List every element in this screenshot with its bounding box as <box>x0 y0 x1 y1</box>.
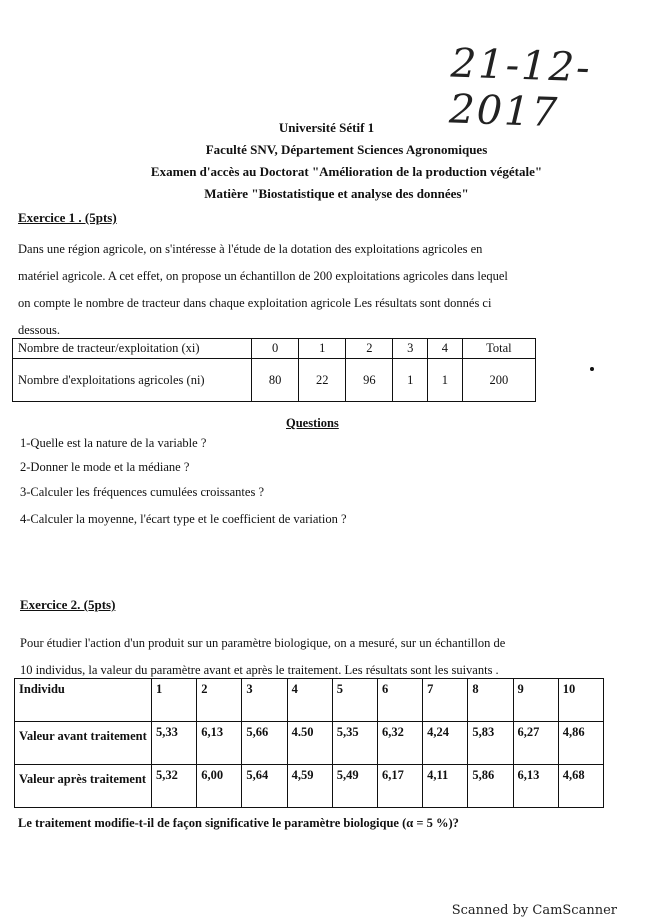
ni-cell: 96 <box>346 359 393 402</box>
after-cell: 4,68 <box>558 765 603 808</box>
individual-cell: 7 <box>423 679 468 722</box>
tractor-table <box>12 338 536 402</box>
exercise1-line: on compte le nombre de tracteur dans chaque exploitation agricole Les résultats sont donnés ci <box>18 296 492 310</box>
question-item: 2-Donner le mode et la médiane ? <box>20 460 190 474</box>
before-cell: 5,66 <box>242 722 287 765</box>
question-item: 3-Calculer les fréquences cumulées croissantes ? <box>20 485 264 499</box>
scanner-watermark: Scanned by CamScanner <box>451 903 617 918</box>
handwritten-date: 21-12-2017 <box>448 40 593 137</box>
subject-title: Matière "Biostatistique et analyse des données" <box>204 186 469 201</box>
ni-cell: 80 <box>252 359 299 402</box>
after-cell: 5,32 <box>152 765 197 808</box>
before-label: Valeur avant traitement <box>15 722 152 765</box>
before-cell: 5,35 <box>332 722 377 765</box>
after-cell: 6,17 <box>377 765 422 808</box>
exercise2-question: Le traitement modifie-t-il de façon significative le paramètre biologique (α = 5 %)? <box>18 816 459 830</box>
after-cell: 4,11 <box>423 765 468 808</box>
before-cell: 5,83 <box>468 722 513 765</box>
ni-cell: 1 <box>428 359 463 402</box>
exercise1-line: Dans une région agricole, on s'intéresse à l'étude de la dotation des exploitations agricoles en <box>18 242 483 256</box>
faculty-name: Faculté SNV, Département Sciences Agronomiques <box>205 142 488 157</box>
after-cell: 5,49 <box>332 765 377 808</box>
stray-dot <box>590 367 594 371</box>
individual-cell: 8 <box>468 679 513 722</box>
after-cell: 6,00 <box>197 765 242 808</box>
xi-cell: 1 <box>299 339 346 359</box>
individual-cell: 1 <box>152 679 197 722</box>
before-cell: 6,13 <box>197 722 242 765</box>
table-row <box>13 359 536 402</box>
before-cell: 5,33 <box>152 722 197 765</box>
individu-label: Individu <box>15 679 152 722</box>
xi-cell: 2 <box>346 339 393 359</box>
question-item: 4-Calculer la moyenne, l'écart type et le coefficient de variation ? <box>20 512 347 526</box>
after-cell: 4,59 <box>287 765 332 808</box>
before-cell: 6,32 <box>377 722 422 765</box>
exercise1-text <box>18 236 598 344</box>
after-cell: 5,86 <box>468 765 513 808</box>
table-row <box>13 339 536 359</box>
exercise2-line: Pour étudier l'action d'un produit sur un paramètre biologique, on a mesuré, sur un échantillon de <box>20 636 506 650</box>
university-name: Université Sétif 1 <box>278 120 375 135</box>
table-row <box>15 765 604 808</box>
exercise1-line: dessous. <box>18 323 61 337</box>
after-cell: 6,13 <box>513 765 558 808</box>
individual-cell: 4 <box>287 679 332 722</box>
table-row <box>15 679 604 722</box>
individual-cell: 2 <box>197 679 242 722</box>
individual-cell: 10 <box>558 679 603 722</box>
treatment-table <box>14 678 604 808</box>
exercise1-line: matériel agricole. A cet effet, on propose un échantillon de 200 exploitations agricoles dans lequel <box>18 269 508 283</box>
before-cell: 4,24 <box>423 722 468 765</box>
xi-cell: 4 <box>428 339 463 359</box>
questions-title: Questions <box>286 416 339 430</box>
xi-cell: 3 <box>393 339 428 359</box>
before-cell: 4,86 <box>558 722 603 765</box>
individual-cell: 9 <box>513 679 558 722</box>
individual-cell: 6 <box>377 679 422 722</box>
ni-cell: 200 <box>462 359 535 402</box>
after-label: Valeur après traitement <box>15 765 152 808</box>
exercise2-title: Exercice 2. (5pts) <box>20 597 116 612</box>
table-row <box>15 722 604 765</box>
exercise1-title: Exercice 1 . (5pts) <box>18 210 117 225</box>
xi-label: Nombre de tracteur/exploitation (xi) <box>13 339 252 359</box>
ni-cell: 22 <box>299 359 346 402</box>
exercise2-line: 10 individus, la valeur du paramètre avant et après le traitement. Les résultats sont les suivants . <box>20 663 499 677</box>
exam-title: Examen d'accès au Doctorat "Amélioration de la production végétale" <box>150 164 543 179</box>
xi-cell: Total <box>462 339 535 359</box>
before-cell: 6,27 <box>513 722 558 765</box>
individual-cell: 5 <box>332 679 377 722</box>
xi-cell: 0 <box>252 339 299 359</box>
ni-cell: 1 <box>393 359 428 402</box>
ni-label: Nombre d'exploitations agricoles (ni) <box>13 359 252 402</box>
after-cell: 5,64 <box>242 765 287 808</box>
exercise2-text <box>20 630 620 684</box>
individual-cell: 3 <box>242 679 287 722</box>
question-item: 1-Quelle est la nature de la variable ? <box>20 436 207 450</box>
before-cell: 4.50 <box>287 722 332 765</box>
